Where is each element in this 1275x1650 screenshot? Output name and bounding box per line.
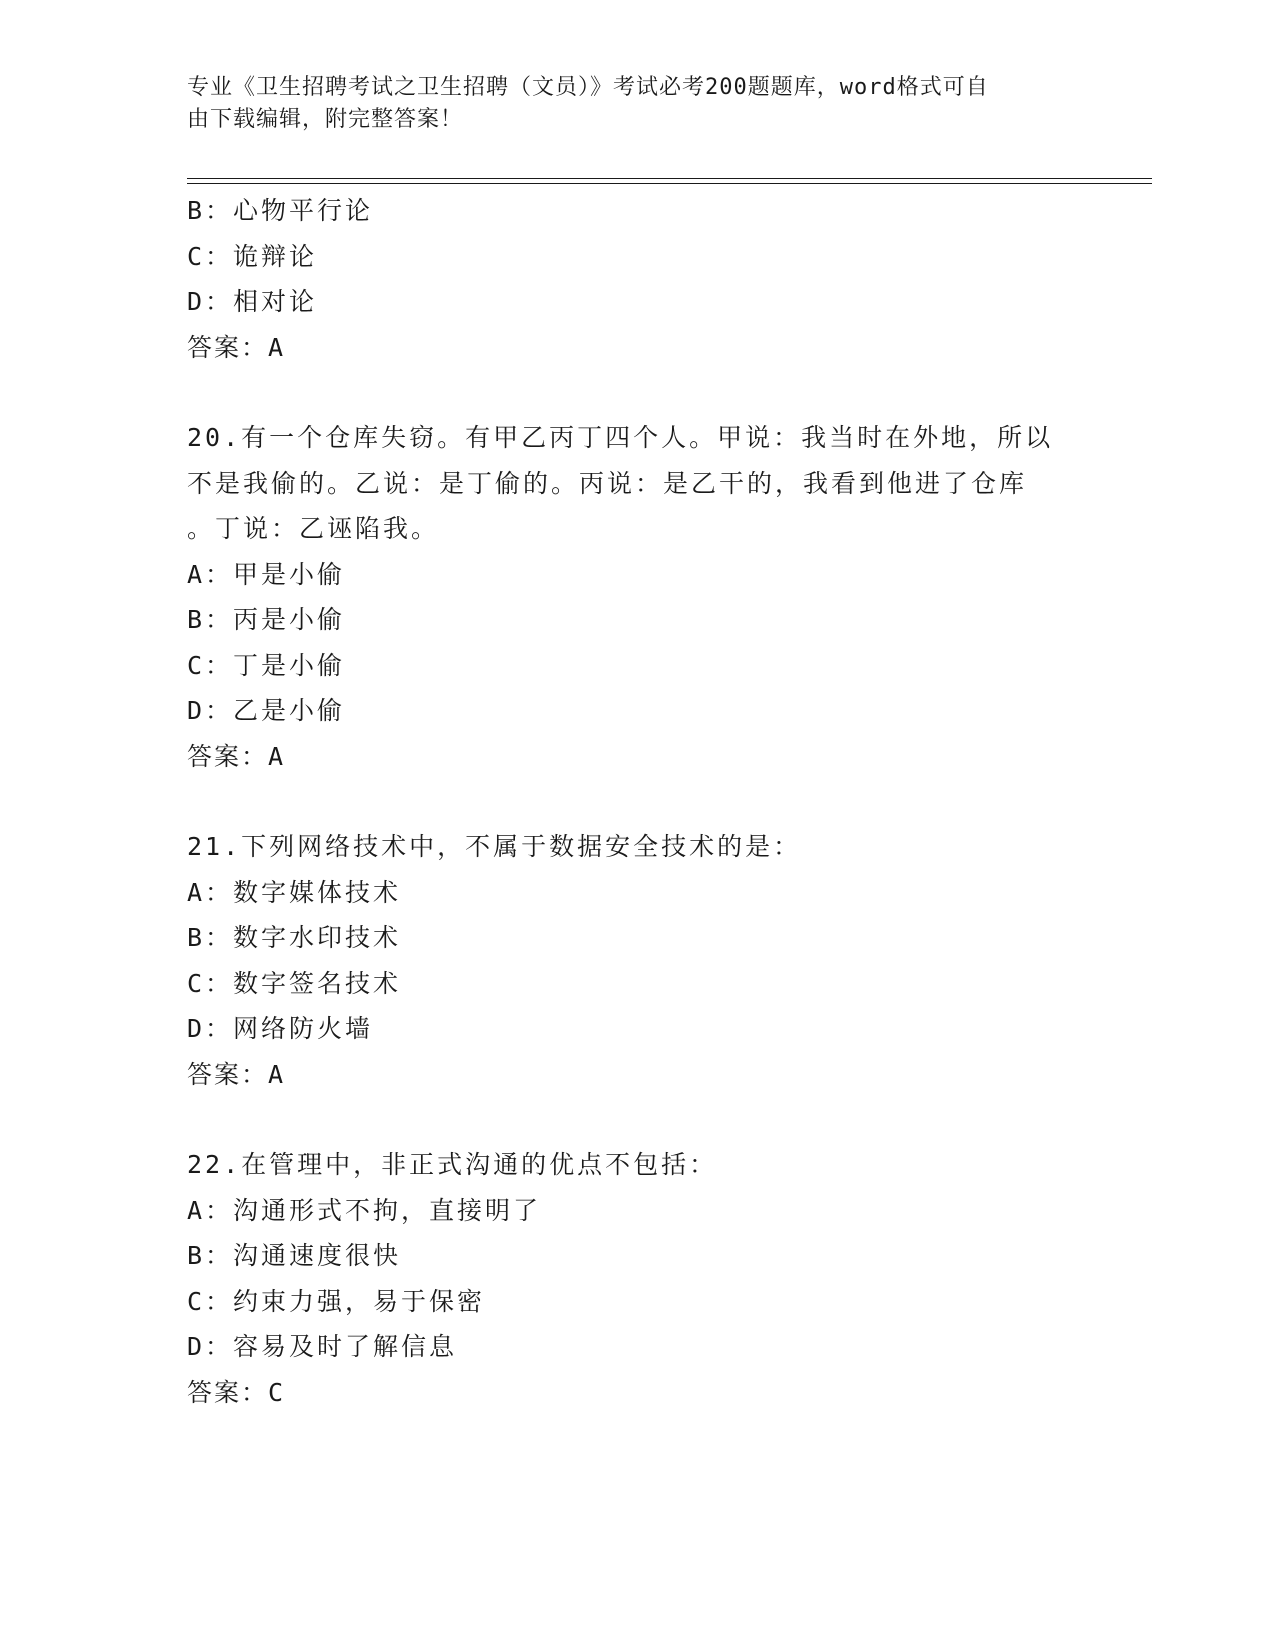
option-c: C：数字签名技术: [187, 968, 402, 998]
question-list: [187, 188, 1087, 1415]
question-text-line: 21.下列网络技术中，不属于数据安全技术的是：: [187, 832, 802, 861]
option-d: D：相对论: [187, 287, 318, 316]
header-divider-bottom: [187, 183, 1152, 184]
option-a: A：沟通形式不拘，直接明了: [187, 1195, 542, 1225]
header-line-1: 专业《卫生招聘考试之卫生招聘（文员）》考试必考200题题库，word格式可自: [187, 75, 989, 100]
question-text-line: 不是我偷的。乙说：是丁偷的。丙说：是乙干的，我看到他进了仓库: [187, 468, 1028, 498]
option-b: B：沟通速度很快: [187, 1241, 402, 1270]
option-c: C：诡辩论: [187, 241, 318, 271]
option-c: C：约束力强，易于保密: [187, 1286, 486, 1316]
option-b: B：丙是小偷: [187, 605, 346, 634]
question-20: [187, 415, 1087, 779]
option-a: A：数字媒体技术: [187, 877, 402, 907]
header-divider-top: [187, 178, 1152, 179]
question-22: [187, 1142, 1087, 1415]
answer-line: 答案：A: [187, 1059, 286, 1089]
option-a: A：甲是小偷: [187, 559, 346, 589]
option-b: B：数字水印技术: [187, 923, 402, 952]
answer-line: 答案：A: [187, 332, 286, 362]
option-d: D：容易及时了解信息: [187, 1332, 458, 1361]
option-d: D：乙是小偷: [187, 696, 346, 725]
header-line-2: 由下载编辑，附完整答案！: [187, 107, 464, 132]
question-text-line: 20.有一个仓库失窃。有甲乙丙丁四个人。甲说：我当时在外地，所以: [187, 423, 1054, 452]
option-d: D：网络防火墙: [187, 1014, 374, 1043]
option-b: B：心物平行论: [187, 196, 374, 225]
document-header: [187, 72, 1067, 136]
option-c: C：丁是小偷: [187, 650, 346, 680]
question-text-line: 。丁说：乙诬陷我。: [187, 514, 440, 543]
answer-line: 答案：C: [187, 1377, 286, 1407]
question-text-line: 22.在管理中，非正式沟通的优点不包括：: [187, 1150, 718, 1179]
question-21: [187, 824, 1087, 1097]
answer-line: 答案：A: [187, 741, 286, 771]
prev-question-block: [187, 188, 1087, 370]
